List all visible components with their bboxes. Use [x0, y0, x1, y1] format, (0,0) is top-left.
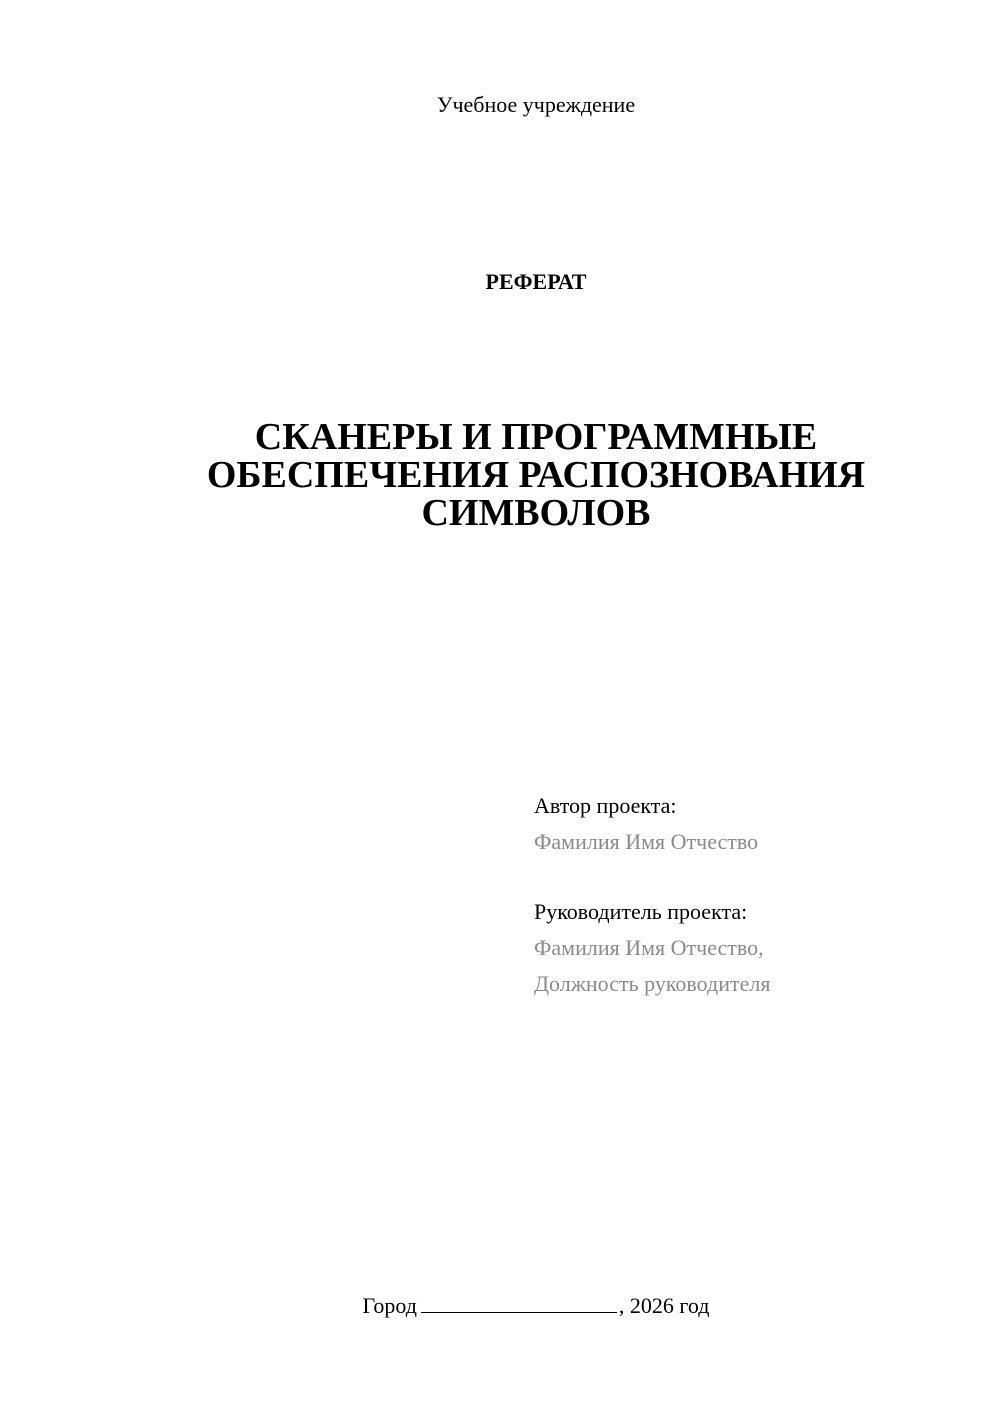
supervisor-name-placeholder: Фамилия Имя Отчество, [534, 935, 764, 960]
supervisor-label: Руководитель проекта: [534, 899, 748, 924]
author-name-placeholder: Фамилия Имя Отчество [534, 829, 759, 854]
author-label: Автор проекта: [534, 793, 677, 818]
year-text: , 2026 год [618, 1293, 710, 1318]
footer-city-year [0, 1290, 1000, 1321]
city-label: Город [362, 1293, 417, 1318]
document-title [0, 418, 1000, 532]
city-blank-line [421, 1290, 617, 1313]
supervisor-position-placeholder: Должность руководителя [534, 971, 771, 996]
title-line: СИМВОЛОВ [421, 492, 651, 534]
title-line: СКАНЕРЫ И ПРОГРАММНЫЕ [254, 416, 818, 458]
institution-name: Учебное учреждение [436, 92, 636, 117]
author-block [534, 788, 974, 860]
document-type: РЕФЕРАТ [485, 269, 587, 294]
supervisor-block [534, 894, 974, 1002]
title-line: ОБЕСПЕЧЕНИЯ РАСПОЗНОВАНИЯ [206, 454, 866, 496]
